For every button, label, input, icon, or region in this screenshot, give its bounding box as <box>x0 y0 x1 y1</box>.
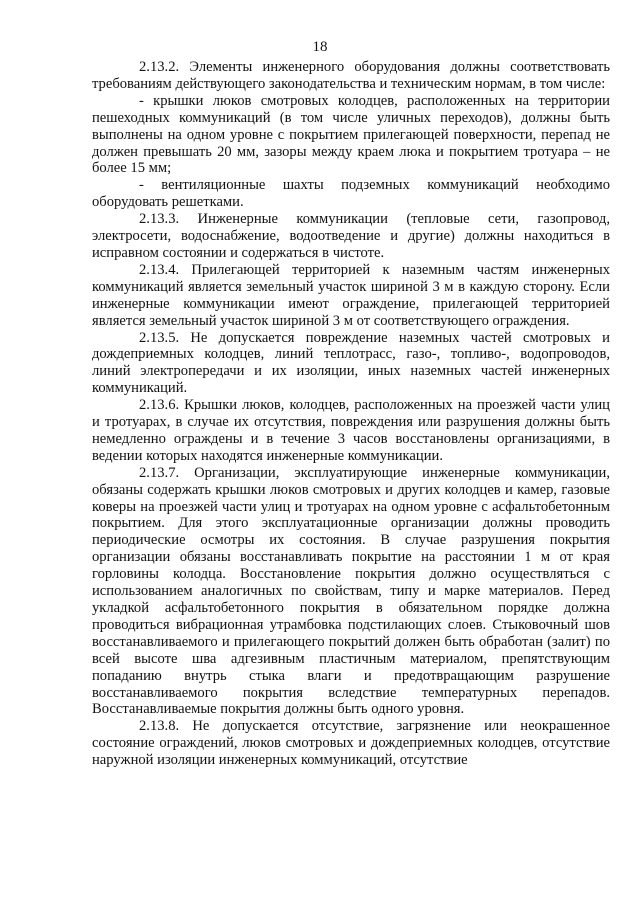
paragraph-2-13-6: 2.13.6. Крышки люков, колодцев, расположенных на проезжей части улиц и тротуарах, в случае их отсутствия, повреждения или разрушения должны быть немедленно ограждены и в течение 3 часов восстановлены организациями, в ведении которых находятся инженерные коммуникации. <box>92 397 610 464</box>
paragraph-2-13-5: 2.13.5. Не допускается повреждение наземных частей смотровых и дождеприемных колодцев, линий теплотрасс, газо-, топливо-, водопроводов, линий электропередачи и их изоляции, иных наземных частей инженерных коммуникаций. <box>92 329 610 397</box>
paragraph-2-13-2: 2.13.2. Элементы инженерного оборудования должны соответствовать требованиям действующего законодательства и техническим нормам, в том числе: <box>92 59 610 92</box>
paragraph-2-13-8: 2.13.8. Не допускается отсутствие, загрязнение или неокрашенное состояние ограждений, люков смотровых и дождеприемных колодцев, отсутствие наружной изоляции инженерных коммуникаций, отсутствие <box>92 718 610 769</box>
paragraph-2-13-4: 2.13.4. Прилегающей территорией к наземным частям инженерных коммуникаций является земельный участок шириной 3 м в каждую сторону. Если инженерные коммуникации имеют ограждение, прилегающей территорией является земельный участок шириной 3 м от соответствующего ограждения. <box>92 261 610 329</box>
list-item-ventilation-shafts: - вентиляционные шахты подземных коммуникаций необходимо оборудовать решетками. <box>92 177 610 211</box>
document-body <box>92 59 610 769</box>
page-number: 18 <box>312 39 328 55</box>
paragraph-2-13-3: 2.13.3. Инженерные коммуникации (тепловые сети, газопровод, электросети, водоснабжение, водоотведение и другие) должны находиться в исправном состоянии и содержаться в чистоте. <box>92 211 610 261</box>
list-item-manhole-covers: - крышки люков смотровых колодцев, расположенных на территории пешеходных коммуникаций (в том числе уличных переходов), должны быть выполнены на одном уровне с покрытием прилегающей поверхности, перепад не должен превышать 20 мм, зазоры между краем люка и покрытием тротуара – не более 15 мм; <box>92 92 610 177</box>
paragraph-2-13-7: 2.13.7. Организации, эксплуатирующие инженерные коммуникации, обязаны содержать крышки люков смотровых и других колодцев и камер, газовые коверы на проезжей части улиц и тротуарах на одном уровне с асфальтобетонным покрытием. Для этого эксплуатационные организации должны проводить периодические осмотры их состояния. В случае разрушения покрытия организации обязаны восстанавливать покрытие на расстоянии 1 м от края горловины колодца. Восстановление покрытия должно осуществляться с использованием аналогичных по свойствам, типу и марке материалов. Перед укладкой асфальтобетонного покрытия в обязательном порядке должна проводиться вибрационная утрамбовка подстилающих слоев. Стыковочный шов восстанавливаемого и прилегающего покрытий должен быть обработан (залит) по всей высоте шва адгезивным пластичным материалом, препятствующим попаданию внутрь стыка влаги и предотвращающим разрушение восстанавливаемого покрытия вследствие температурных перепадов. Восстанавливаемые покрытия должны быть одного уровня. <box>92 464 610 718</box>
